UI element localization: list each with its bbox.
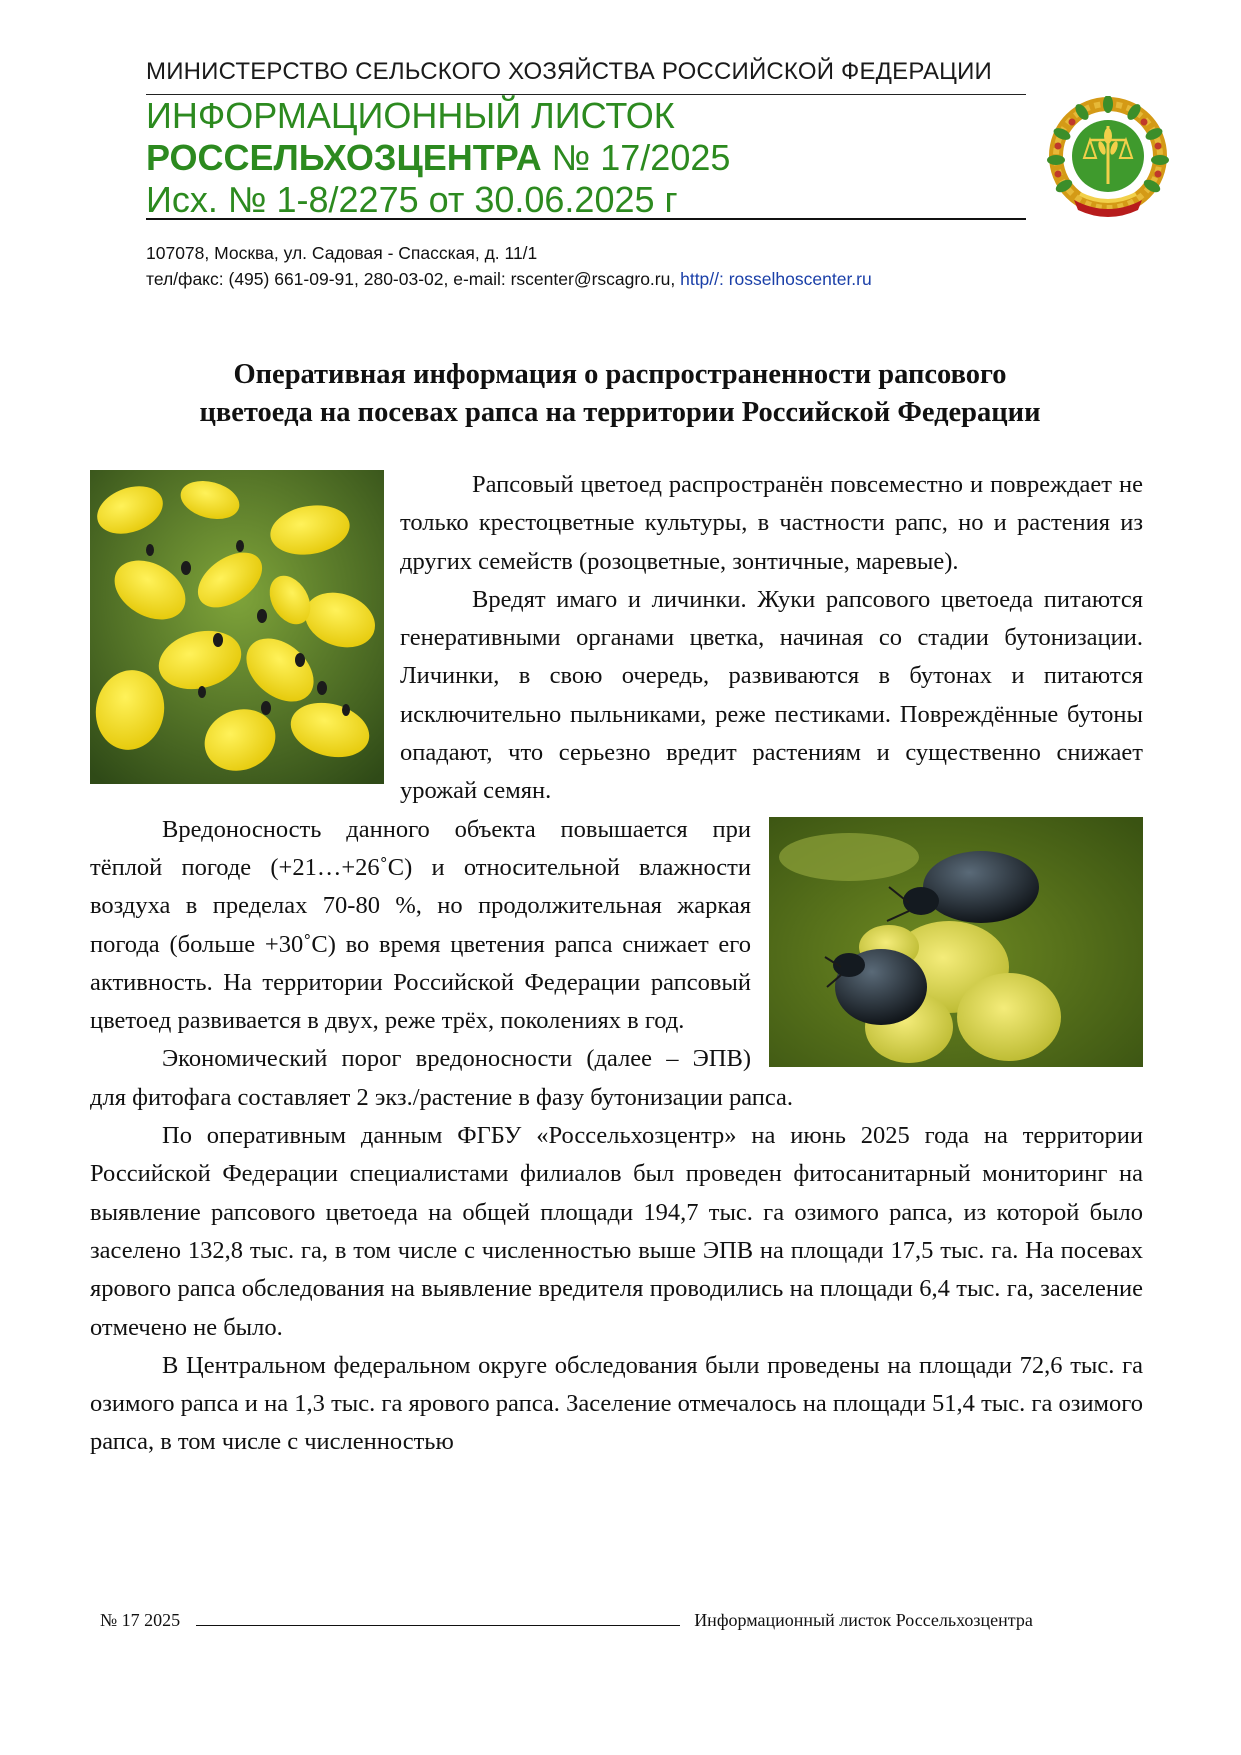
footer-issue-number: № 17 2025 [100,1610,181,1630]
paragraph-3: Вредоносность данного объекта повышается при тёплой погоде (+21…+26˚С) и относительной влажности воздуха в пределах 70-80 %, но продолжительная жаркая погода (больше +30˚С) во время цветения рапса снижает его активность. На территории Российской Федерации рапсовый цветоед развивается в двух, реже трёх, поколениях в год. [90,815,751,1035]
contact-block [146,240,1046,292]
footer-publication-name: Информационный листок Россельхозцентра [694,1610,1033,1630]
bulletin-number: № 17/2025 [541,137,731,178]
ministry-name: МИНИСТЕРСТВО СЕЛЬСКОГО ХОЗЯЙСТВА РОССИЙСКОЙ ФЕДЕРАЦИИ [146,58,993,85]
bulletin-title-line2 [146,136,906,180]
header-rule-bottom [146,218,1026,220]
document-title-line1: Оперативная информация о распространенности рапсового [233,359,1007,390]
page-footer [100,1610,1100,1631]
paragraph-1: Рапсовый цветоед распространён повсеместно и повреждает не только крестоцветные культуры, в частности рапс, но и растения из других семейств (розоцветные, зонтичные, маревые). [400,471,1143,575]
ministry-emblem-icon [1046,96,1170,220]
pollen-beetle-photo [769,817,1143,1067]
address-line: 107078, Москва, ул. Садовая - Спасская, д. 11/1 [146,243,538,263]
outgoing-reference: Исх. № 1-8/2275 от 30.06.2025 г [146,179,678,220]
bulletin-org-name: РОССЕЛЬХОЗЦЕНТРА [146,137,542,178]
bulletin-title-line1: ИНФОРМАЦИОННЫЙ ЛИСТОК [146,95,675,136]
website-link[interactable]: rosselhoscenter.ru [728,269,872,289]
document-body [90,466,1143,1462]
paragraph-5: По оперативным данным ФГБУ «Россельхозцентр» на июнь 2025 года на территории Российской Федерации специалистами филиалов был проведен фитосанитарный мониторинг на выявление рапсового цветоеда на общей площади 194,7 тыс. га озимого рапса, из которой было заселено 132,8 тыс. га, в том числе с численностью выше ЭПВ на площади 17,5 тыс. га. На посевах ярового рапса обследования на выявление вредителя проводились на площади 6,4 тыс. га, заселение отмечено не было. [90,1122,1143,1341]
paragraph-4: Экономический порог вредоносности (далее – ЭПВ) для фитофага составляет 2 экз./растение в фазу бутонизации рапса. [90,1045,794,1111]
phone-email-text: тел/факс: (495) 661-09-91, 280-03-02, e-mail: rscenter@rscagro.ru, [146,269,681,289]
website-prefix: http//: [680,269,729,289]
paragraph-6: В Центральном федеральном округе обследования были проведены на площади 72,6 тыс. га озимого рапса и на 1,3 тыс. га ярового рапса. Заселение отмечалось на площади 51,4 тыс. га озимого рапса, в том числе с численностью [90,1351,1143,1456]
rapeseed-flowers-photo [90,470,384,784]
paragraph-2: Вредят имаго и личинки. Жуки рапсового цветоеда питаются генеративными органами цветка, начиная со стадии бутонизации. Личинки, в свою очередь, развиваются в бутонах и питаются исключительно пыльниками, реже пестиками. Повреждённые бутоны опадают, что серьезно вредит растениям и существенно снижает урожай семян. [400,585,1143,805]
phone-email-line [146,266,1046,292]
document-title-line2: цветоеда на посевах рапса на территории Российской Федерации [199,397,1041,428]
document-title [90,356,1150,432]
footer-rule [196,1611,680,1626]
bulletin-heading [146,96,906,220]
